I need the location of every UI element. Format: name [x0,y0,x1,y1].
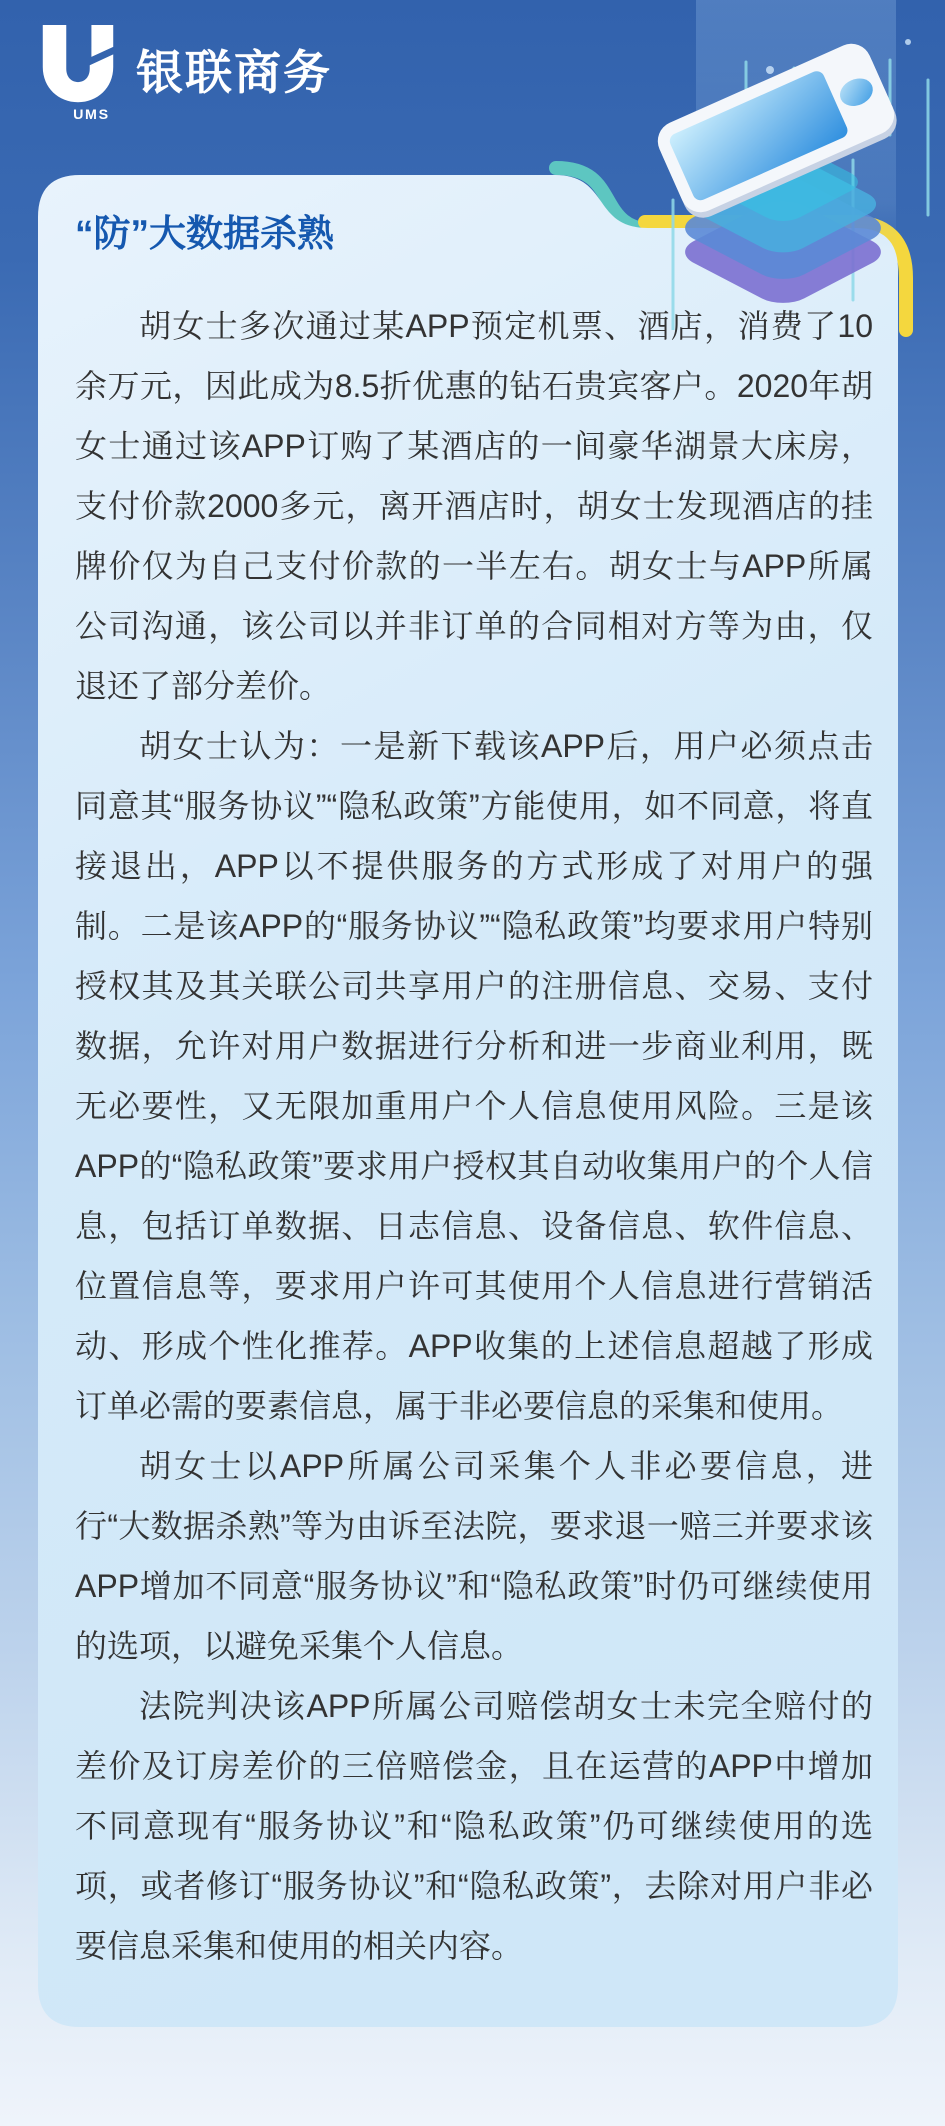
logo-sub-label: UMS [73,106,110,123]
paragraph-claims: 胡女士认为：一是新下载该APP后，用户必须点击同意其“服务协议”“隐私政策”方能使用，如不同意，将直接退出，APP以不提供服务的方式形成了对用户的强制。二是该APP的“服务协议”“隐私政策”均要求用户特别授权其及其关联公司共享用户的注册信息、交易、支付数据，允许对用户数据进行分析和进一步商业利用，既无必要性，又无限加重用户个人信息使用风险。三是该APP的“隐私政策”要求用户授权其自动收集用户的个人信息，包括订单数据、日志信息、设备信息、软件信息、位置信息等，要求用户许可其使用个人信息进行营销活动、形成个性化推荐。APP收集的上述信息超越了形成订单必需的要素信息，属于非必要信息的采集和使用。 [75,728,873,1424]
paragraph-ruling: 法院判决该APP所属公司赔偿胡女士未完全赔付的差价及订房差价的三倍赔偿金，且在运营的APP中增加不同意现有“服务协议”和“隐私政策”仍可继续使用的选项，或者修订“服务协议”和“隐私政策”，去除对用户非必要信息采集和使用的相关内容。 [75,1688,873,1964]
header-logo [36,20,332,124]
card-content [75,210,873,1976]
brand-name: 银联商务 [136,46,332,99]
ums-logo-icon [36,20,120,124]
paragraph-case: 胡女士多次通过某APP预定机票、酒店，消费了10余万元，因此成为8.5折优惠的钻石贵宾客户。2020年胡女士通过该APP订购了某酒店的一间豪华湖景大床房，支付价款2000多元，离开酒店时，胡女士发现酒店的挂牌价仅为自己支付价款的一半左右。胡女士与APP所属公司沟通，该公司以并非订单的合同相对方等为由，仅退还了部分差价。 [75,308,873,704]
card-title: “防”大数据杀熟 [75,213,334,254]
paragraph-lawsuit: 胡女士以APP所属公司采集个人非必要信息，进行“大数据杀熟”等为由诉至法院，要求退一赔三并要求该APP增加不同意“服务协议”和“隐私政策”时仍可继续使用的选项，以避免采集个人信息。 [75,1448,873,1664]
